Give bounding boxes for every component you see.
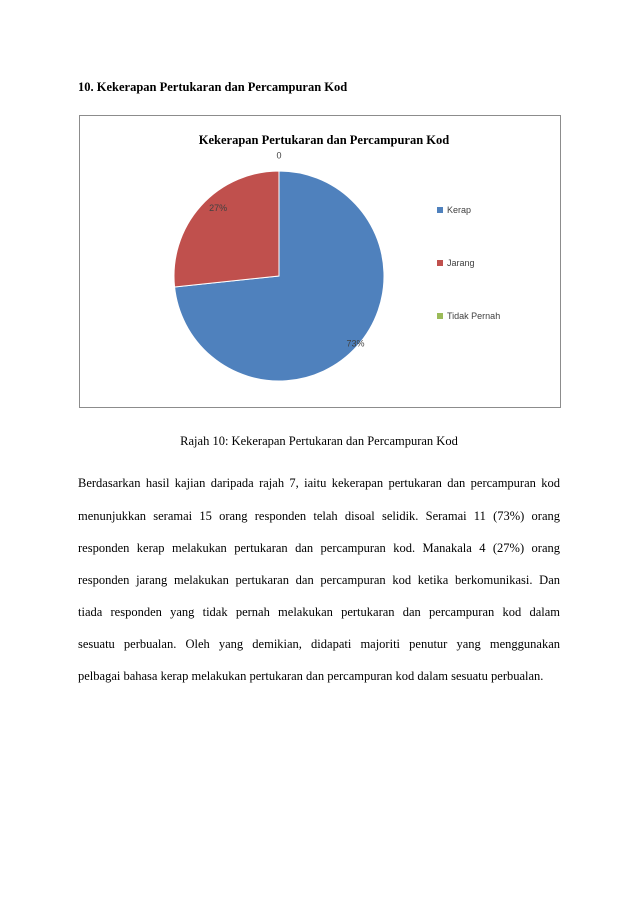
paragraph-line: pelbagai bahasa kerap melakukan pertukaran dan percampuran kod dalam sesuatu perbualan. [78, 669, 544, 683]
figure-caption: Rajah 10: Kekerapan Pertukaran dan Percampuran Kod [180, 434, 458, 448]
paragraph-line: responden kerap melakukan pertukaran dan percampuran kod. Manakala 4 (27%) orang [78, 541, 560, 555]
legend-label: Kerap [447, 205, 472, 215]
pie-chart-container [79, 115, 561, 408]
paragraph-line: Berdasarkan hasil kajian daripada rajah 7, iaitu kekerapan pertukaran dan percampuran kod [78, 476, 560, 490]
paragraph-line: menunjukkan seramai 15 orang responden telah disoal selidik. Seramai 11 (73%) orang [78, 509, 560, 523]
section-heading: 10. Kekerapan Pertukaran dan Percampuran Kod [78, 80, 348, 94]
legend-label: Tidak Pernah [447, 311, 501, 321]
pie-data-label: 73% [346, 338, 365, 349]
pie-chart [80, 116, 560, 407]
pie-data-label: 0 [276, 150, 282, 161]
paragraph-line: sesuatu perbualan. Oleh yang demikian, didapati majoriti penutur yang menggunakan [78, 637, 560, 651]
legend-swatch [437, 313, 443, 319]
pie-data-label: 27% [209, 203, 228, 214]
legend-label: Jarang [447, 258, 475, 268]
paragraph-line: responden jarang melakukan pertukaran dan percampuran kod ketika berkomunikasi. Dan [78, 573, 560, 587]
pie-slice-jarang [174, 171, 279, 287]
chart-title: Kekerapan Pertukaran dan Percampuran Kod [198, 133, 450, 147]
legend-swatch [437, 207, 443, 213]
paragraph-line: tiada responden yang tidak pernah melakukan pertukaran dan percampuran kod dalam [78, 605, 560, 619]
legend-swatch [437, 260, 443, 266]
